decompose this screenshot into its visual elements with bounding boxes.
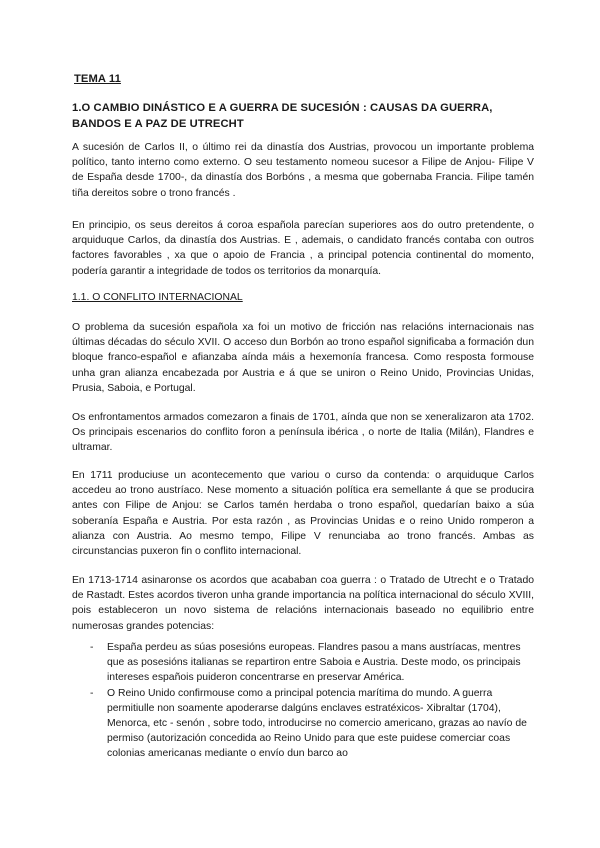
bullet-text: O Reino Unido confirmouse como a principal potencia marítima do mundo. A guerra permitiulle non soamente apoderarse dalgúns enclaves estratéxicos- Xibraltar (1704), Menorca, etc - senón , sobre todo, introducirse no comercio americano, grazas ao navío de permiso (autorización concedida ao Reino Unido para que este puidese comerciar coas colonias americanas mediante o envío dun barco ao — [107, 687, 527, 760]
paragraph-section-1: O problema da sucesión española xa foi un motivo de fricción nas relacións internacionais nas últimas décadas do século XVII. O acceso dun Borbón ao trono español significaba a formación dun bloque franco-español e afianzaba aínda máis a hexemonía francesa. Como resposta formouse unha gran alianza encabezada por Austria e á que se uniron o Reino Unido, Provincias Unidas, Prusia, Saboia, e Portugal. — [72, 322, 534, 394]
paragraph-section-2: Os enfrontamentos armados comezaron a finais de 1701, aínda que non se xeneralizaron ata 1702. Os principais escenarios do conflito foron a península ibérica , o norte de Italia (Milán), Flandres e ultramar. — [72, 412, 534, 454]
list-item — [90, 686, 540, 762]
paragraph-intro-2: En principio, os seus dereitos á coroa española parecían superiores aos do outro pretendente, o arquiduque Carlos, da dinastía dos Austrias. E , ademais, o candidato francés contaba con outros factores favorables , xa que o apoio de Francia , a principal potencia continental do momento, podería garantir a integridade de todos os territorios da monarquía. — [72, 220, 534, 277]
bullet-dash: - — [90, 642, 94, 653]
bullet-dash: - — [90, 687, 94, 699]
section-heading: 1.1. O CONFLITO INTERNACIONAL — [72, 292, 243, 303]
paragraph-section-3: En 1711 produciuse un acontecemento que variou o curso da contenda: o arquiduque Carlos accedeu ao trono austríaco. Nese momento a situación política era semellante á que se producira antes con Filipe de Anjou: se Carlos tamén herdaba o trono español, quedarían baixo a súa soberanía España e Austria. Por esta razón , as Provincias Unidas e o reino Unido romperon a alianza con Austria. Ao mesmo tempo, Filipe V renunciaba ao trono francés. Ambas as circunstancias puxeron fin o conflito internacional. — [72, 470, 534, 558]
page-title: 1.O CAMBIO DINÁSTICO E A GUERRA DE SUCESIÓN : CAUSAS DA GUERRA, BANDOS E A PAZ DE UTRECHT — [72, 102, 493, 130]
bullet-list — [90, 640, 540, 762]
paragraph-section-4: En 1713-1714 asinaronse os acordos que acababan coa guerra : o Tratado de Utrecht e o Tratado de Rastadt. Estes acordos tiveron unha grande importancia na política internacional do século XVIII, pois estableceron un novo sistema de relacións internacionais baseado no equilibrio entre numerosas grandes potencias: — [72, 575, 534, 632]
paragraph-intro-1: A sucesión de Carlos II, o último rei da dinastía dos Austrias, provocou un importante problema político, tanto interno como externo. O seu testamento nomeou sucesor a Filipe de Anjou- Filipe V de España desde 1700-, da dinastía dos Borbóns , a mesma que gobernaba Francia. Filipe tamén tiña dereitos sobre o trono francés . — [72, 142, 534, 199]
tema-heading: TEMA 11 — [74, 73, 121, 85]
list-item — [90, 640, 540, 686]
bullet-text: España perdeu as súas posesións europeas. Flandres pasou a mans austríacas, mentres que as posesións italianas se repartiron entre Saboia e Austria. Deste modo, os principais intereses españois puideron concentrarse en preservar América. — [107, 642, 521, 684]
